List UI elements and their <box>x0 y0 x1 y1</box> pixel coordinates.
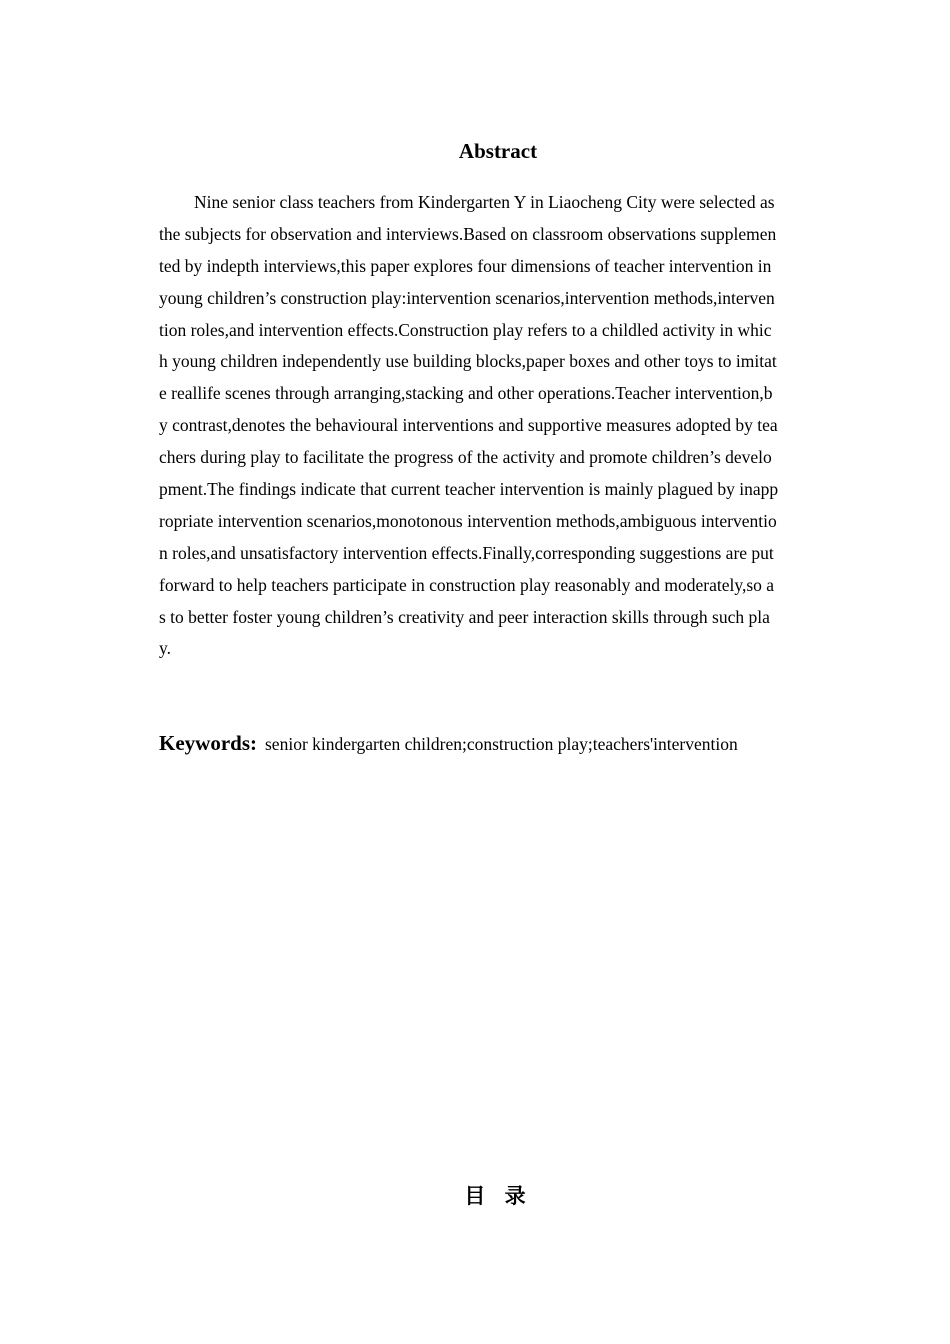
abstract-line: chers during play to facilitate the progress of the activity and promote children’s develo <box>159 447 772 468</box>
abstract-line: tion roles,and intervention effects.Construction play refers to a childled activity in whic <box>159 319 772 340</box>
toc-title: 目 录 <box>464 1184 532 1208</box>
abstract-line: pment.The findings indicate that current teacher intervention is mainly plagued by inapp <box>159 479 779 500</box>
abstract-line: n roles,and unsatisfactory intervention effects.Finally,corresponding suggestions are put <box>159 542 774 563</box>
abstract-body <box>159 187 837 665</box>
abstract-line: y. <box>159 638 171 659</box>
keywords-label: Keywords: <box>159 731 257 755</box>
abstract-line: Nine senior class teachers from Kindergarten Y in Liaocheng City were selected as <box>194 192 775 212</box>
abstract-line: h young children independently use building blocks,paper boxes and other toys to imitat <box>159 351 777 372</box>
abstract-line: the subjects for observation and interviews.Based on classroom observations supplemen <box>159 223 777 244</box>
abstract-line: forward to help teachers participate in construction play reasonably and moderately,so a <box>159 574 775 595</box>
abstract-line: ropriate intervention scenarios,monotonous intervention methods,ambiguous interventio <box>159 510 777 531</box>
abstract-line: e reallife scenes through arranging,stacking and other operations.Teacher intervention,b <box>159 383 773 404</box>
abstract-line: young children’s construction play:intervention scenarios,intervention methods,interven <box>159 287 775 308</box>
keywords-section <box>159 727 738 762</box>
keywords-text: senior kindergarten children;construction play;teachers'intervention <box>265 734 738 754</box>
abstract-title: Abstract <box>458 139 538 163</box>
abstract-line: y contrast,denotes the behavioural interventions and supportive measures adopted by tea <box>159 415 778 436</box>
abstract-line: s to better foster young children’s creativity and peer interaction skills through such pla <box>159 606 770 627</box>
abstract-line: ted by indepth interviews,this paper explores four dimensions of teacher intervention in <box>159 255 772 276</box>
